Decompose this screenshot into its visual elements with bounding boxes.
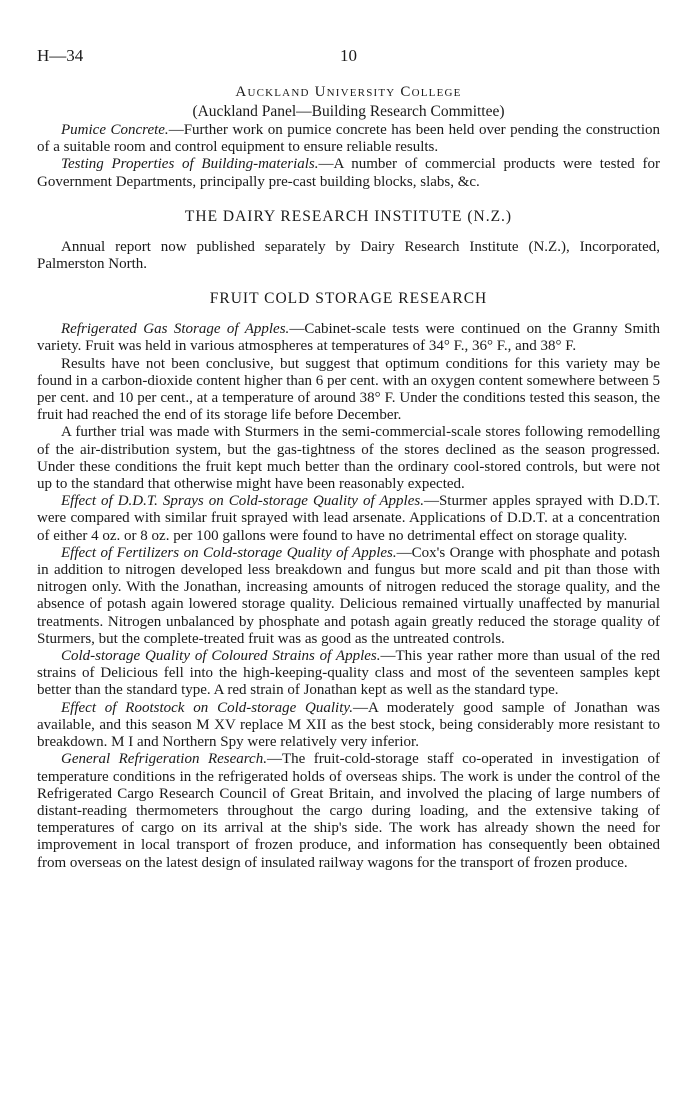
paragraph-annual-report <box>37 239 660 273</box>
paragraph-heading: Effect of D.D.T. Sprays on Cold-storage Quality of Apples. <box>61 493 424 510</box>
paragraph-text: —Cox's Orange with phosphate and potash in addition to nitrogen developed less breakdown and fungus but more scald and pit than those with nitrogen only. With the Jonathan, increasing amounts of nitrogen reduced the storage quality, and the absence of potash again lowered storage quality. Delicious remained virtually unaffected by manurial treatments. Nitrogen unbalanced by phosphate and potash again greatly reduced the storage quality of Sturmers, but the complete-treated fruit was as good as the untreated controls. <box>37 544 661 647</box>
paragraph-heading: Testing Properties of Building-materials. <box>61 156 319 173</box>
paragraph-text: —A moderately good sample of Jonathan was available, and this season M XV replace M XII as the best stock, being considerably more resistant to breakdown. M I and Northern Spy were relatively very inferior. <box>37 699 660 751</box>
paragraph-text: —A number of commercial products were tested for Government Departments, principally pre-cast building blocks, slabs, &c. <box>37 156 660 190</box>
paragraph-pumice-concrete <box>37 122 660 156</box>
paragraph-text: A further trial was made with Sturmers in the semi-commercial-scale stores following remodelling of the air-distribution system, but the gas-tightness of the stores declined as the season progressed. Under these conditions the fruit kept much better than the ordinary cool-stored controls, but were not up to the standard that otherwise might have been reasonably expected. <box>37 424 660 493</box>
paragraph-further-trial <box>37 424 660 493</box>
section-title: FRUIT COLD STORAGE RESEARCH <box>209 290 488 308</box>
paragraph-heading: Effect of Fertilizers on Cold-storage Quality of Apples. <box>61 544 397 561</box>
paragraph-fertilizers <box>37 545 660 648</box>
section-title: Auckland University College <box>235 84 462 100</box>
paragraph-text: Results have not been conclusive, but suggest that optimum conditions for this variety may be found in a carbon-dioxide content higher than 6 per cent. with an oxygen content somewhere between 5 per cent. and 10 per cent., at a temperature of around 38° F. Under the conditions tested this season, the fruit had reached the end of its storage life before December. <box>37 355 660 424</box>
paragraph-rootstock <box>37 700 660 752</box>
paragraph-heading: Refrigerated Gas Storage of Apples. <box>61 321 290 338</box>
paragraph-text: —Further work on pumice concrete has been held over pending the construction of a suitable room and control equipment to ensure reliable results. <box>37 122 660 156</box>
paragraph-text: Annual report now published separately by Dairy Research Institute (N.Z.), Incorporated, Palmerston North. <box>37 238 660 273</box>
paragraph-results <box>37 356 660 425</box>
section-subtitle: (Auckland Panel—Building Research Committee) <box>192 103 505 120</box>
section-auckland-university-college <box>37 82 660 191</box>
paragraph-heading: General Refrigeration Research. <box>61 751 267 768</box>
paragraph-refrigerated-gas-storage <box>37 321 660 355</box>
paragraph-text: —Cabinet-scale tests were continued on the Granny Smith variety. Fruit was held in various atmospheres at temperatures of 34° F., 36° F., and 38° F. <box>37 321 661 355</box>
paragraph-text: —The fruit-cold-storage staff co-operated in investigation of temperature conditions in the refrigerated holds of overseas ships. The work is under the control of the Refrigerated Cargo Research Council of Great Britain, and involved the placing of large numbers of distant-reading thermometers throughout the cargo during loading, and the extensive taking of temperatures of cargo on its arrival at the ship's side. The work has already shown the need for improvement in local transport of frozen produce, and information has consequently been obtained from overseas on the latest design of insulated railway wagons for the transport of frozen produce. <box>37 751 660 871</box>
paragraph-general-refrigeration <box>37 751 660 871</box>
section-dairy-research-institute <box>37 207 660 273</box>
section-title: THE DAIRY RESEARCH INSTITUTE (N.Z.) <box>184 207 513 225</box>
paragraph-text: —This year rather more than usual of the red strains of Delicious fell into the high-keeping-quality class and most of the seventeen samples kept better than the standard type. A red strain of Jonathan kept as well as the standard type. <box>37 648 661 699</box>
paragraph-text: —Sturmer apples sprayed with D.D.T. were compared with similar fruit sprayed with lead arsenate. Applications of D.D.T. at a concentration of either 4 oz. or 8 oz. per 100 gallons were found to have no detrimental effect on storage quality. <box>37 493 660 544</box>
paragraph-heading: Effect of Rootstock on Cold-storage Quality. <box>61 699 353 716</box>
page-reference: H—34 <box>37 46 84 65</box>
paragraph-coloured-strains <box>37 648 660 700</box>
section-fruit-cold-storage-research <box>37 289 660 872</box>
paragraph-ddt-sprays <box>37 493 660 545</box>
paragraph-testing-properties <box>37 156 660 190</box>
page-number: 10 <box>340 46 357 65</box>
paragraph-heading: Cold-storage Quality of Coloured Strains of Apples. <box>61 648 381 665</box>
page-header <box>37 46 660 70</box>
paragraph-heading: Pumice Concrete. <box>61 122 169 138</box>
